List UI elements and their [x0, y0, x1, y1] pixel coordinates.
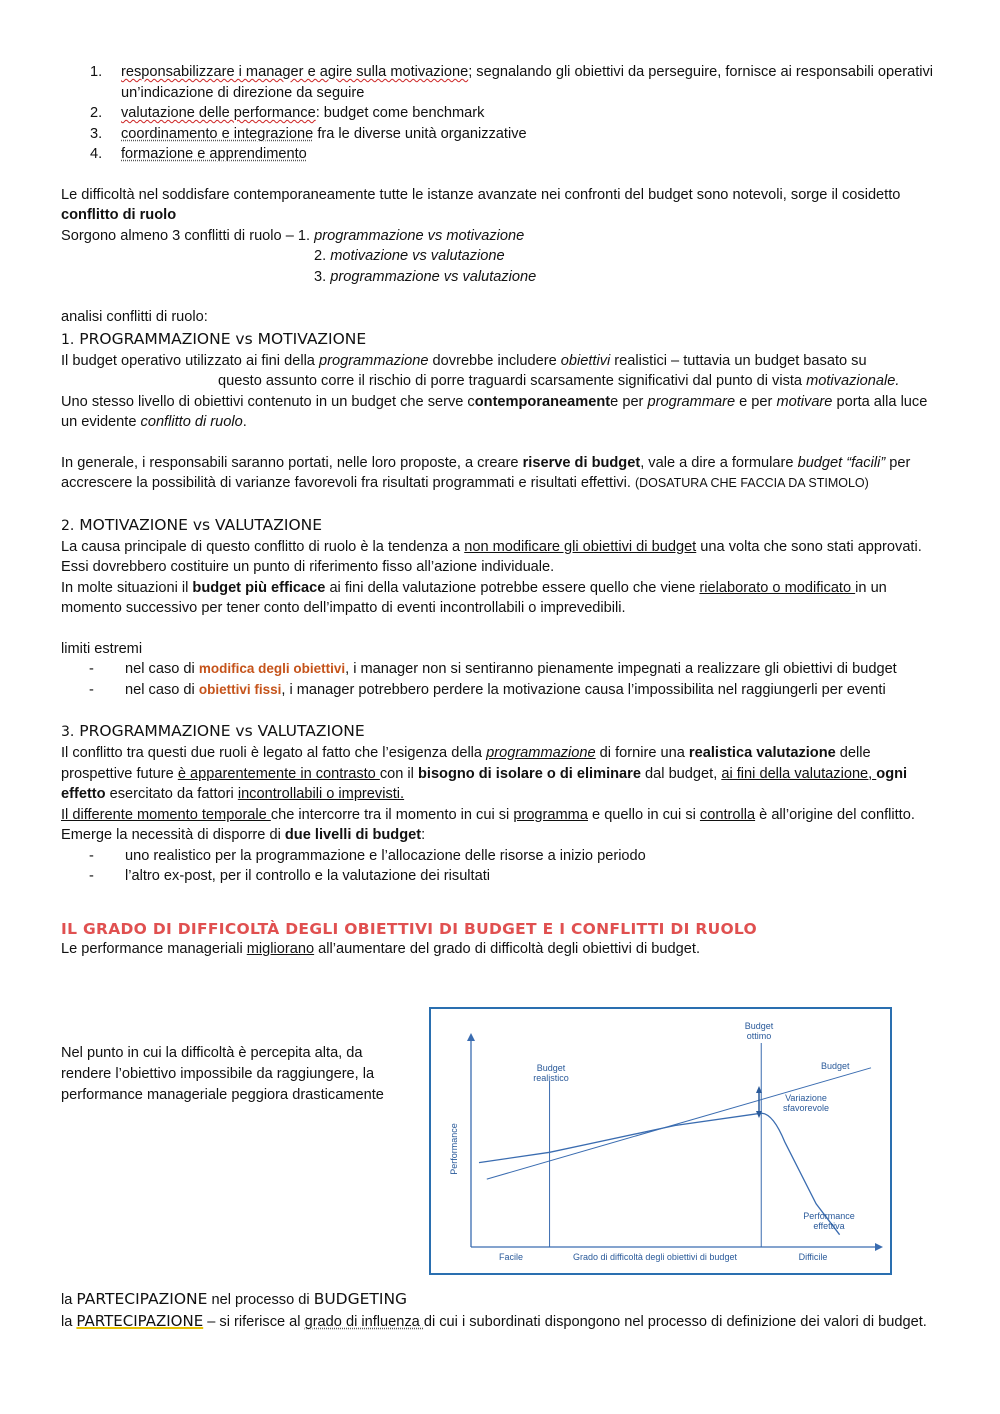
list-item-text: : budget come benchmark: [315, 105, 485, 121]
section-number: 2.: [61, 517, 75, 534]
text: Le performance manageriali: [61, 941, 247, 957]
budget-levels-list: [61, 846, 941, 887]
text: 3.: [314, 268, 331, 285]
paragraph: [61, 537, 941, 558]
list-number: 4.: [90, 146, 103, 162]
list-number: 1.: [90, 64, 103, 80]
section-heading-2: [61, 514, 941, 537]
paragraph: [61, 351, 941, 372]
text: incontrollabili o imprevisti.: [237, 786, 405, 802]
text: nel caso di: [125, 661, 199, 677]
text: due livelli di budget: [284, 827, 422, 843]
paragraph: [61, 805, 941, 826]
text: programma: [513, 806, 588, 823]
limits-list: [61, 659, 941, 700]
text: e quello in cui si: [587, 806, 700, 823]
text: esercitato da fattori: [105, 786, 238, 802]
marker-label-ottimo-1: Budget: [744, 1021, 774, 1031]
series-line-budget: [487, 1068, 871, 1179]
text: obiettivi: [560, 352, 611, 369]
text: Emerge la necessità di disporre di: [61, 827, 285, 843]
text: porta alla luce un evidente: [61, 393, 928, 430]
text: per accrescere la possibilità di varianze favorevoli fra risultati programmati e risultati effettivi.: [61, 454, 911, 491]
text: ai fini della valutazione,: [721, 765, 877, 782]
x-axis-arrow: [875, 1243, 883, 1251]
text: riserve di budget: [522, 454, 641, 471]
text: con il: [379, 765, 418, 782]
paragraph: [61, 453, 941, 494]
paragraph: [61, 825, 941, 846]
list-item: [61, 103, 941, 124]
series-label-budget: Budget: [821, 1061, 850, 1071]
purposes-list: [61, 62, 941, 165]
text: , i manager non si sentiranno pienamente impegnati a realizzare gli obiettivi di budget: [345, 661, 897, 677]
text: rielaborato o modificato: [699, 579, 856, 596]
list-item: [61, 62, 941, 103]
text: , i manager potrebbero perdere la motivazione causa l’impossibilita nel raggiungerli per eventi: [281, 681, 886, 698]
list-item: [61, 680, 941, 701]
text: non modificare gli obiettivi di budget: [464, 538, 697, 555]
text: nel processo di: [207, 1292, 314, 1308]
list-item-text: ; segnalando gli obiettivi da perseguire, fornisce ai responsabili operativi un’indicazione di direzione da seguire: [121, 64, 934, 101]
text: questo assunto corre il rischio di porre traguardi scarsamente significativi dal punto di vista: [218, 373, 807, 389]
limits-label: limiti estremi: [61, 640, 143, 657]
text: Uno stesso livello di obiettivi contenuto in un budget che serve c: [61, 393, 475, 410]
text: che intercorre tra il momento in cui si: [270, 806, 514, 823]
text: Il budget operativo utilizzato ai fini della: [61, 352, 319, 369]
text: In generale, i responsabili saranno portati, nelle loro proposte, a creare: [61, 454, 523, 471]
text: Il conflitto tra questi due ruoli è legato al fatto che l’esigenza della: [61, 745, 487, 761]
conflict-1: programmazione vs motivazione: [314, 227, 525, 244]
marker-label-realistico-2: realistico: [533, 1073, 569, 1083]
marker-label-realistico-1: Budget: [536, 1063, 566, 1073]
text: programmare: [647, 393, 736, 410]
text: migliorano: [246, 941, 315, 957]
text: obiettivi fissi: [198, 681, 282, 697]
section-heading-4: IL GRADO DI DIFFICOLTÀ DEGLI OBIETTIVI DI BUDGET E I CONFLITTI DI RUOLO: [61, 919, 758, 938]
highlighted-term: PARTECIPAZIONE: [76, 1312, 204, 1330]
text: ogni effetto: [61, 765, 908, 802]
x-start-label: Facile: [498, 1252, 524, 1262]
text: ontemporaneament: [474, 393, 611, 410]
performance-chart: [429, 1007, 892, 1275]
text: budget più efficace: [192, 579, 326, 596]
participation-section: [61, 1288, 941, 1333]
list-item: [61, 659, 941, 680]
perf-label-1: Performance: [803, 1211, 855, 1221]
list-item: - uno realistico per la programmazione e l’allocazione delle risorse a inizio periodo: [61, 846, 941, 867]
text: la: [61, 1292, 77, 1308]
list-item-title: coordinamento e integrazione: [121, 125, 314, 142]
text: programmazione: [486, 745, 596, 761]
paragraph: [61, 939, 941, 960]
text: nel caso di: [125, 681, 199, 698]
paragraph: [61, 392, 941, 433]
chart-svg: [431, 1009, 890, 1273]
text: :: [421, 827, 426, 843]
section-heading-3: [61, 720, 941, 743]
series-line-performance: [479, 1113, 840, 1235]
bold-term: conflitto di ruolo: [61, 207, 177, 223]
paragraph: [61, 1311, 941, 1333]
paragraph: [61, 743, 941, 805]
text: grado di influenza: [304, 1314, 424, 1330]
section-title: PROGRAMMAZIONE vs VALUTAZIONE: [74, 722, 365, 740]
text: In molte situazioni il: [61, 579, 193, 596]
text: Le difficoltà nel soddisfare contemporaneamente tutte le istanze avanzate nei confronti del budget sono notevoli, sorge il cosidetto: [61, 186, 901, 203]
text: Il differente momento temporale: [61, 806, 271, 823]
y-axis-label: Performance: [449, 1123, 459, 1175]
text: una volta che sono stati approvati.: [696, 538, 922, 555]
text: modifica degli obiettivi: [198, 661, 346, 676]
text: realistica valutazione: [688, 745, 836, 761]
text: La causa principale di questo conflitto di ruolo è la tendenza a: [61, 538, 465, 555]
list-item: [61, 144, 941, 165]
text: ai fini della valutazione potrebbe essere quello che viene: [325, 579, 700, 596]
text: di cui i subordinati dispongono nel processo di definizione dei valori di budget.: [423, 1314, 927, 1330]
text: conflitto di ruolo: [140, 414, 243, 430]
conflict-2: motivazione vs valutazione: [330, 248, 505, 264]
text: programmazione: [318, 352, 429, 369]
list-item-title: formazione e apprendimento: [121, 146, 307, 162]
text: – si riferisce al: [203, 1314, 305, 1330]
conflict-line-2: [61, 246, 941, 267]
paragraph: [61, 578, 941, 619]
list-item-text: fra le diverse unità organizzative: [313, 125, 527, 142]
note: (DOSATURA CHE FACCIA DA STIMOLO): [634, 476, 869, 490]
section-title: MOTIVAZIONE vs VALUTAZIONE: [74, 515, 323, 534]
text: e per: [610, 393, 648, 410]
text: motivazionale.: [806, 373, 900, 389]
text: .: [242, 414, 247, 430]
text: delle prospettive future: [61, 745, 871, 782]
paragraph: Essi dovrebbero costituire un punto di riferimento fisso all’azione individuale.: [61, 559, 555, 575]
text: dal budget,: [640, 765, 722, 782]
paragraph-conflicts: [61, 226, 941, 247]
section-title: PROGRAMMAZIONE vs MOTIVAZIONE: [74, 329, 367, 348]
annotation-variance-1: Variazione: [785, 1093, 827, 1103]
analysis-label: analisi conflitti di ruolo:: [61, 309, 208, 325]
text: di fornire una: [595, 745, 689, 761]
text: è all’origine del conflitto.: [755, 806, 915, 823]
text: BUDGETING: [313, 1290, 408, 1308]
paragraph-difficulties: [61, 185, 941, 226]
participation-heading: [61, 1288, 941, 1311]
list-item: [61, 124, 941, 145]
list-item: - l’altro ex-post, per il controllo e la valutazione dei risultati: [61, 866, 941, 887]
x-end-label: Difficile: [798, 1252, 828, 1262]
paragraph-indent: [61, 371, 941, 392]
list-item-title: responsabilizzare i manager e agire sulla motivazione: [121, 64, 469, 80]
perf-label-2: effettiva: [813, 1221, 845, 1231]
section-number: 1.: [61, 331, 75, 348]
text: , vale a dire a formulare: [640, 454, 798, 471]
text: Sorgono almeno 3 conflitti di ruolo – 1.: [61, 227, 315, 244]
text: la: [61, 1314, 77, 1330]
list-number: 3.: [90, 125, 103, 142]
annotation-variance-2: sfavorevole: [782, 1103, 830, 1113]
text: PARTECIPAZIONE: [76, 1290, 208, 1308]
text: motivare: [776, 393, 833, 410]
list-item-title: valutazione delle performance: [121, 105, 316, 121]
text: in un momento successivo per tener conto dell’impatto di eventi incontrollabili o imprevedibili.: [61, 579, 887, 616]
section-heading-1: [61, 328, 941, 351]
conflict-3: programmazione vs valutazione: [330, 268, 537, 285]
text: e per: [735, 393, 777, 410]
conflict-line-3: [61, 267, 941, 288]
text: realistici – tuttavia un budget basato su: [610, 352, 867, 369]
text: bisogno di isolare o di eliminare: [417, 765, 641, 782]
text: budget “facili”: [797, 454, 886, 471]
text: è apparentemente in contrasto: [177, 765, 380, 782]
section-number: 3.: [61, 724, 75, 740]
text: controlla: [699, 806, 756, 823]
y-axis-arrow: [467, 1033, 475, 1041]
x-axis-label: Grado di difficoltà degli obiettivi di budget: [573, 1252, 737, 1262]
text: dovrebbe includere: [428, 352, 561, 369]
list-number: 2.: [90, 105, 103, 121]
text: all’aumentare del grado di difficoltà degli obiettivi di budget.: [314, 941, 700, 957]
document-body: [61, 62, 941, 960]
marker-label-ottimo-2: ottimo: [746, 1031, 772, 1041]
chart-side-note: Nel punto in cui la difficoltà è percepita alta, da rendere l’obiettivo impossibile da raggiungere, la performance manageriale peggiora drasticamente: [61, 1045, 384, 1103]
text: 2.: [314, 248, 331, 264]
